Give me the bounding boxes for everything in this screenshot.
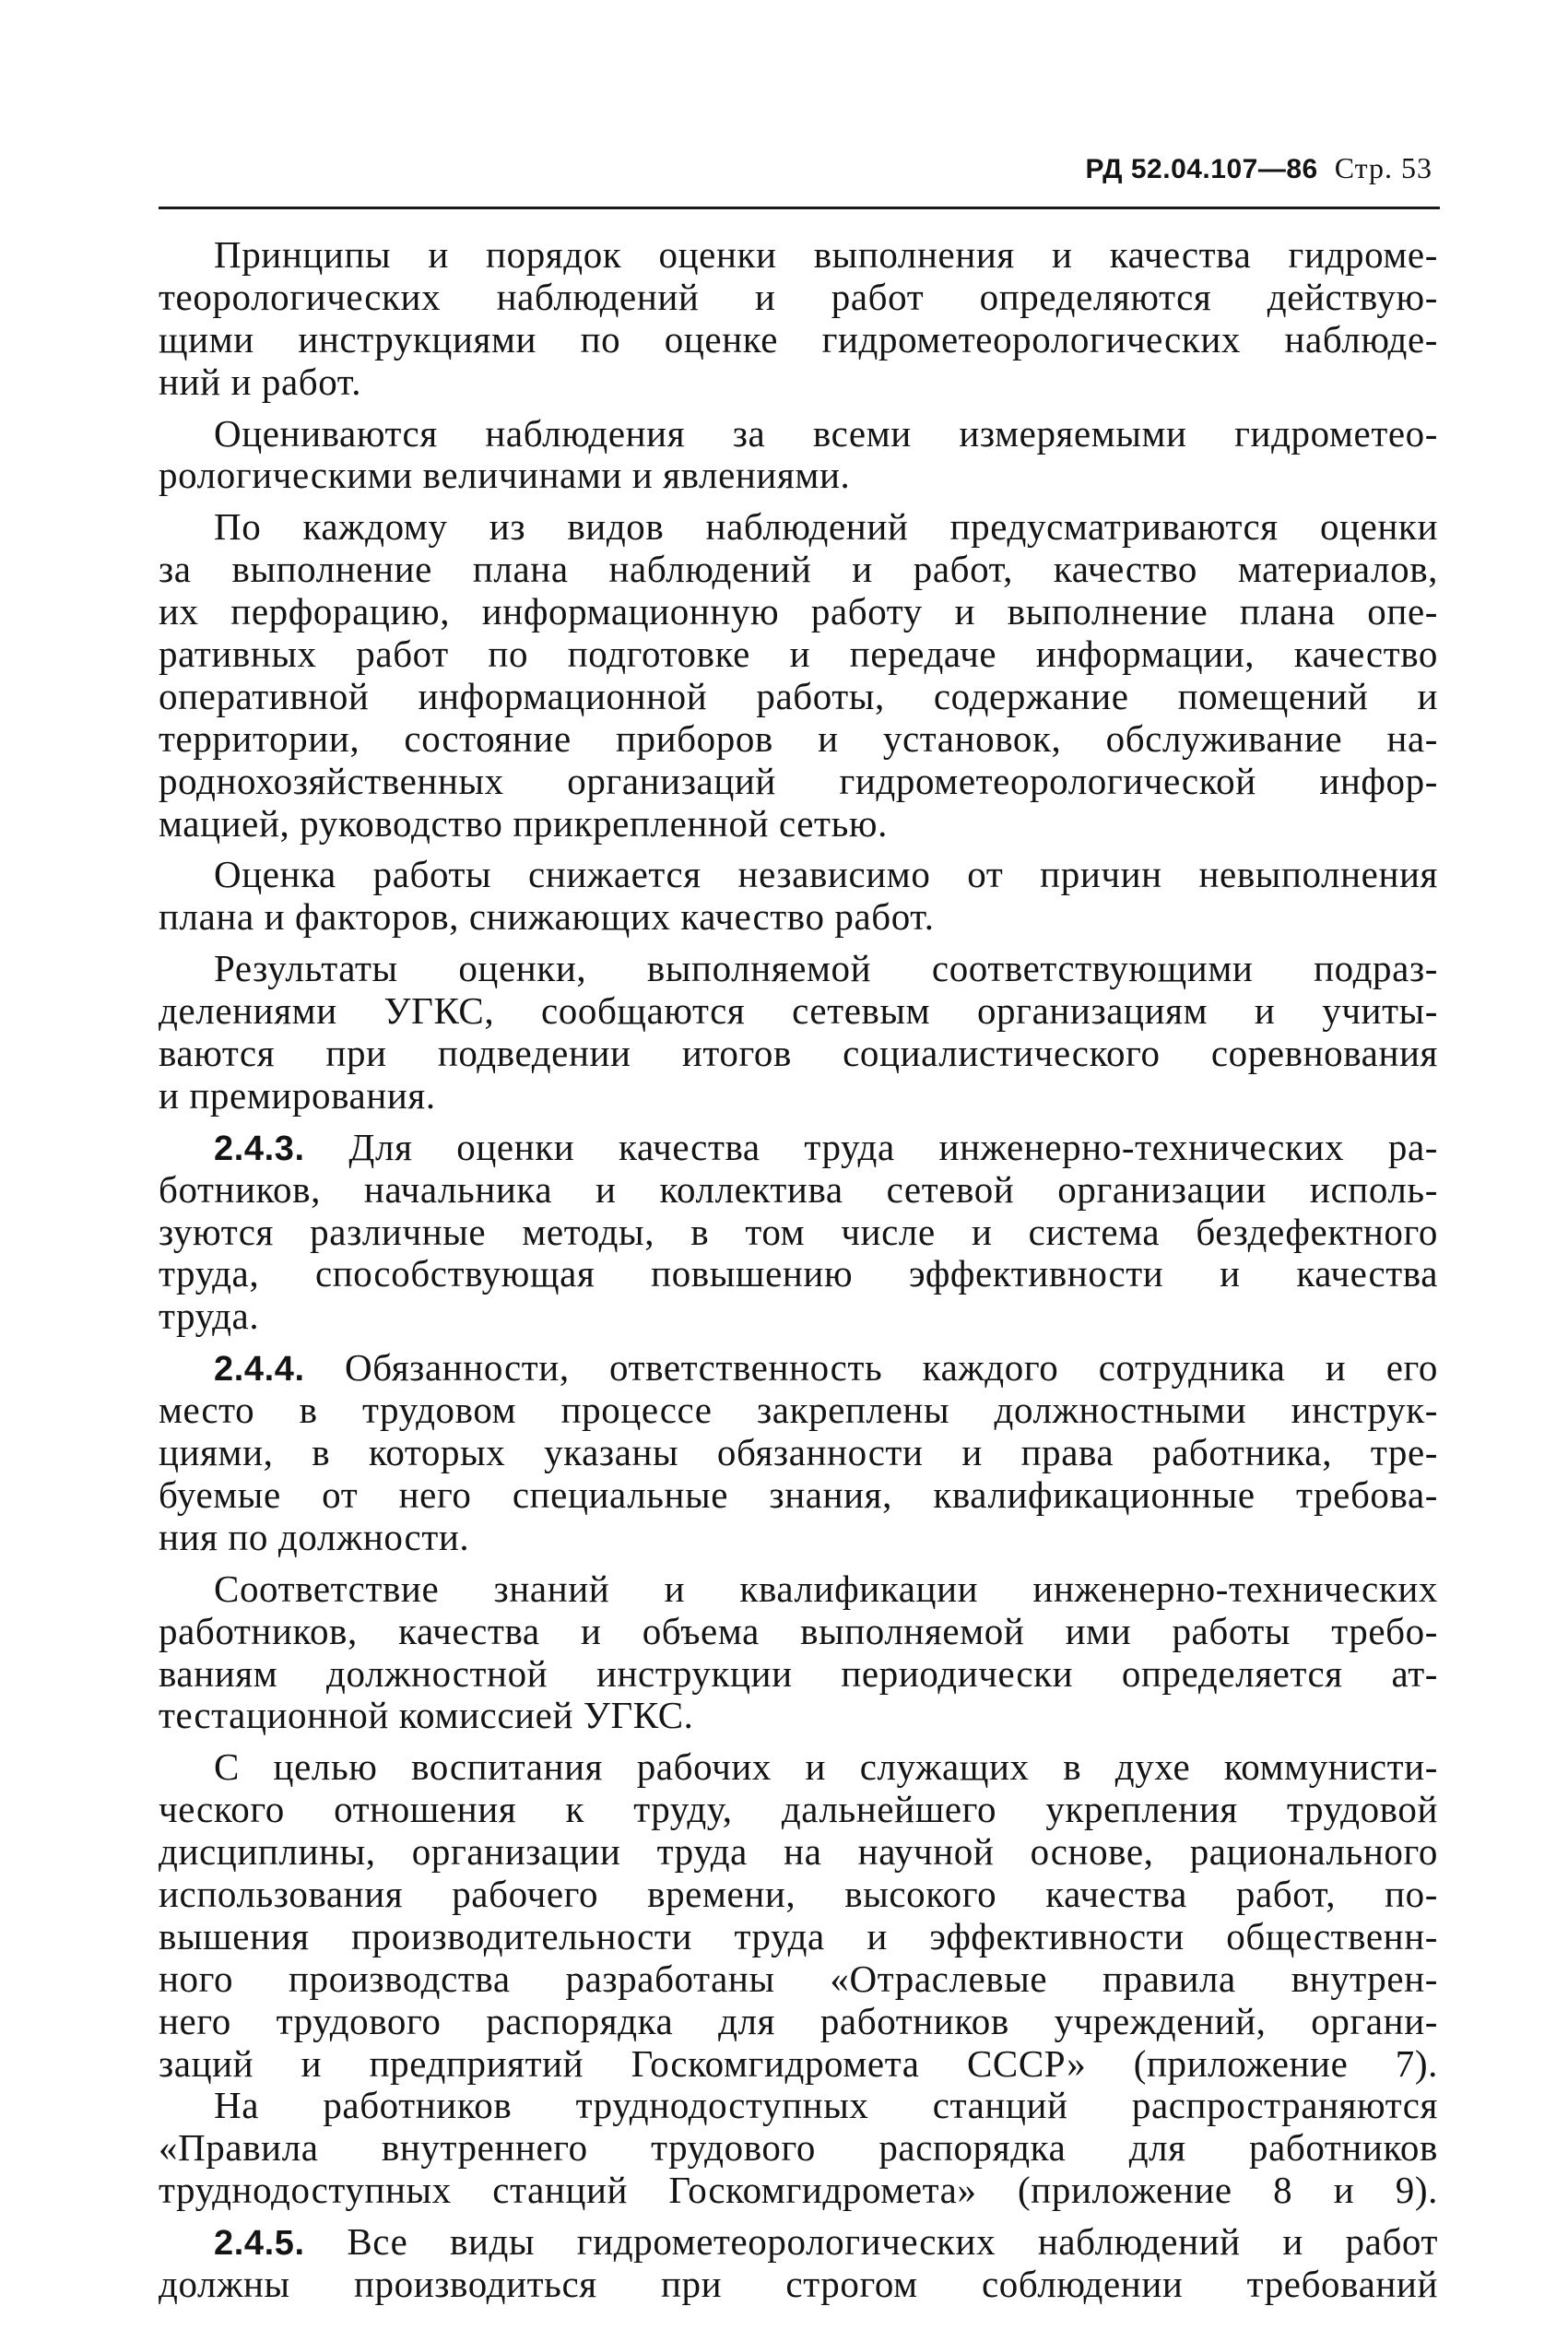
text-line [159,718,1438,761]
line-text: Для оценки качества труда инженерно-технических ра- [304,1126,1438,1168]
text-line [159,549,1438,591]
line-text: труднодоступных станций Госкомгидромета» (приложение 8 и 9). [159,2170,1438,2212]
line-text: роднохозяйственных организаций гидрометеорологической инфор- [159,760,1438,802]
text-line [159,234,1438,277]
text-line [159,1695,1438,1737]
page-number: Стр. 53 [1334,151,1432,184]
text-line [159,1432,1438,1474]
line-text: труда. [159,1295,260,1338]
line-text: Результаты оценки, выполняемой соответствующими подраз- [214,948,1438,990]
section-number: 2.4.3. [214,1129,305,1168]
line-text: дисциплины, организации труда на научной основе, рационального [159,1831,1438,1874]
document-code: РД 52.04.107—86 [1085,154,1318,184]
line-text: делениями УГКС, сообщаются сетевым организациям и учиты- [159,990,1438,1033]
text-line [159,591,1438,633]
text-line [159,1789,1438,1831]
line-text: щими инструкциями по оценке гидрометеорологических наблюде- [159,318,1438,361]
text-line [159,1517,1438,1559]
line-text: ний и работ. [159,361,362,403]
line-text: ческого отношения к труду, дальнейшего укрепления трудовой [159,1789,1438,1831]
line-text: него трудового распорядка для работников учреждений, органи- [159,2000,1438,2042]
text-line [159,990,1438,1033]
text-line [159,2001,1438,2043]
text-line [159,319,1438,361]
line-text: ративных работ по подготовке и передаче информации, качество [159,633,1438,676]
document-body [159,234,1438,2306]
line-text: ваниям должностной инструкции периодически определяется ат- [159,1652,1438,1695]
line-text: Все виды гидрометеорологических наблюдений и работ [304,2221,1438,2264]
line-text: за выполнение плана наблюдений и работ, качество материалов, [159,549,1438,591]
line-text: Соответствие знаний и квалификации инженерно-технических [214,1567,1438,1610]
line-text: должны производиться при строгом соблюдении требований [159,2263,1438,2305]
line-text: заций и предприятий Госкомгидромета СССР» (приложение 7). [159,2042,1438,2085]
text-line [159,2264,1438,2306]
line-text: теорологических наблюдений и работ определяются действую- [159,276,1438,318]
text-line [159,1212,1438,1254]
text-line [159,948,1438,990]
line-text: работников, качества и объема выполняемой ими работы требо- [159,1610,1438,1652]
text-line [159,676,1438,718]
text-line [159,1347,1438,1390]
page-header [159,138,1440,209]
text-line [159,1253,1438,1295]
line-text: использования рабочего времени, высокого качества работ, по- [159,1873,1438,1915]
line-text: плана и факторов, снижающих качество работ. [159,896,935,939]
text-line [159,803,1438,846]
line-text: оперативной информационной работы, содержание помещений и [159,675,1438,717]
text-line [159,1746,1438,1789]
text-line [159,1075,1438,1118]
text-line [159,455,1438,497]
line-text: рологическими величинами и явлениями. [159,455,851,497]
line-text: ботников, начальника и коллектива сетевой организации исполь- [159,1168,1438,1211]
line-text: их перфорацию, информационную работу и выполнение плана опе- [159,591,1438,633]
text-line [159,1033,1438,1075]
line-text: буемые от него специальные знания, квалификационные требова- [159,1473,1438,1516]
text-line [159,854,1438,896]
text-line [159,506,1438,549]
line-text: тестационной комиссией УГКС. [159,1695,694,1737]
line-text: труда, способствующая повышению эффективности и качества [159,1253,1438,1295]
line-text: циями, в которых указаны обязанности и права работника, тре- [159,1432,1438,1474]
text-line [159,413,1438,455]
text-line [159,1295,1438,1338]
text-line [159,277,1438,319]
line-text: С целью воспитания рабочих и служащих в духе коммунисти- [214,1746,1438,1789]
text-line [159,2221,1438,2264]
line-text: Принципы и порядок оценки выполнения и качества гидроме- [214,234,1438,276]
line-text: территории, состояние приборов и установок, обслуживание на- [159,717,1438,760]
line-text: На работников труднодоступных станций распространяются [214,2085,1438,2127]
text-line [159,1390,1438,1432]
running-header [1086,151,1432,185]
text-line [159,1831,1438,1874]
text-line [159,633,1438,676]
text-line [159,1611,1438,1653]
line-text: Оценка работы снижается независимо от причин невыполнения [214,854,1438,896]
line-text: место в трудовом процессе закреплены должностными инструк- [159,1390,1438,1432]
text-line [159,1127,1438,1169]
section-number: 2.4.5. [214,2224,305,2264]
line-text: «Правила внутреннего трудового распорядка для работников [159,2127,1438,2170]
line-text: вышения производительности труда и эффективности общественн- [159,1915,1438,1957]
text-line [159,1874,1438,1916]
line-text: зуются различные методы, в том числе и система бездефектного [159,1211,1438,1253]
text-line [159,1958,1438,2001]
line-text: Оцениваются наблюдения за всеми измеряемыми гидрометео- [214,412,1438,455]
line-text: ния по должности. [159,1516,470,1558]
text-line [159,2170,1438,2212]
text-line [159,761,1438,803]
text-line [159,896,1438,939]
text-line [159,1568,1438,1611]
text-line [159,1474,1438,1517]
line-text: По каждому из видов наблюдений предусматриваются оценки [214,506,1438,549]
line-text: Обязанности, ответственность каждого сотрудника и его [304,1347,1438,1390]
text-line [159,1916,1438,1958]
line-text: мацией, руководство прикрепленной сетью. [159,802,888,845]
line-text: ного производства разработаны «Отраслевые правила внутрен- [159,1957,1438,2000]
text-line [159,1169,1438,1212]
text-line [159,2043,1438,2086]
section-number: 2.4.4. [214,1350,305,1390]
text-line [159,2085,1438,2127]
text-line [159,1653,1438,1696]
text-line [159,361,1438,404]
line-text: ваются при подведении итогов социалистического соревнования [159,1033,1438,1075]
text-line [159,2127,1438,2170]
line-text: и премирования. [159,1074,436,1117]
